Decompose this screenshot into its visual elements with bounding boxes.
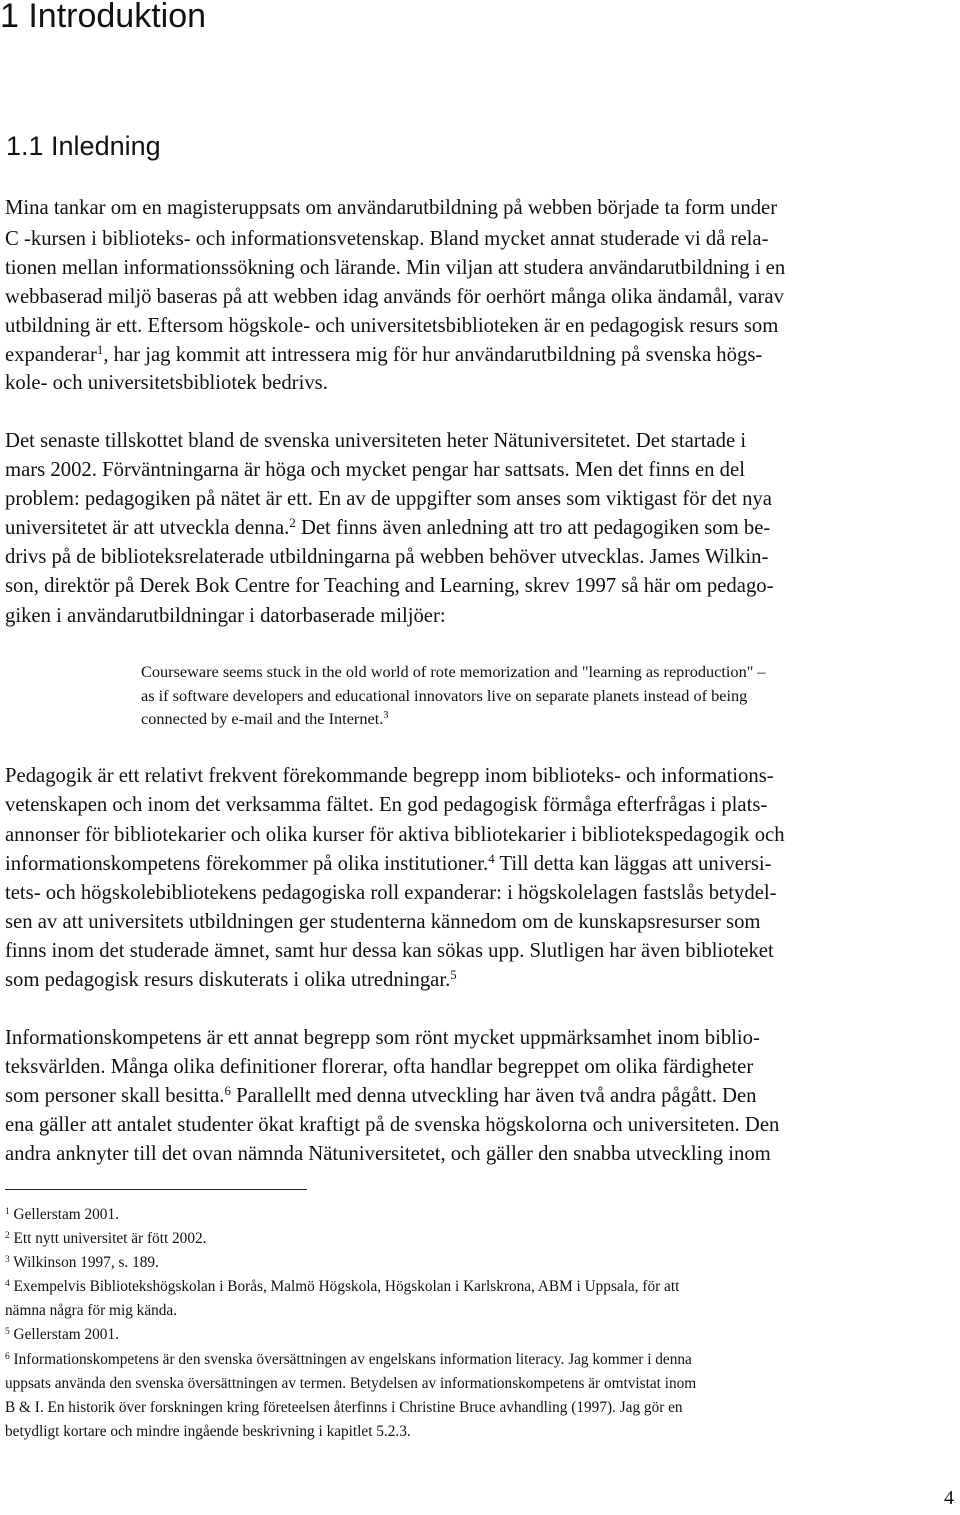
body-text-line: sen av att universitets utbildningen ger studenterna kännedom om de kunskapsresurser som [5, 911, 761, 933]
body-text-line: finns inom det studerade ämnet, samt hur dessa kan sökas upp. Slutligen har även biblioteket [5, 940, 774, 962]
footnote-reference: 4 [5, 1278, 10, 1289]
footnote-reference: 1 [96, 342, 104, 357]
body-text-line: expanderar$^1$, har jag kommit att intressera mig för hur användarutbildning på svenska högs- [5, 342, 763, 366]
footnote-reference: 1 [5, 1206, 10, 1217]
blockquote-line: Courseware seems stuck in the old world of rote memorization and "learning as reproduction" – [141, 662, 766, 681]
footnote-reference: 5 [450, 967, 457, 982]
body-text-line: Informationskompetens är ett annat begrepp som rönt mycket uppmärksamhet inom biblio- [5, 1027, 760, 1049]
body-text-line: Mina tankar om en magisteruppsats om användarutbildning på webben började ta form under [5, 197, 778, 219]
footnote-continuation: B & I. En historik över forskningen kring företeelsen återfinns i Christine Bruce avhandling (1997). Jag gör en [5, 1399, 683, 1416]
chapter-heading: 1 Introduktion [0, 0, 207, 35]
body-text-line: tets- och högskolebibliotekens pedagogiska roll expanderar: i högskolelagen fastslås betydel- [5, 882, 777, 904]
body-text-line: son, direktör på Derek Bok Centre for Teaching and Learning, skrev 1997 så här om pedago- [5, 575, 774, 597]
body-text-line: som pedagogisk resurs diskuterats i olika utredningar.$^5$ [5, 967, 457, 991]
body-text-line: utbildning är ett. Eftersom högskole- och universitetsbiblioteken är en pedagogisk resurs som [5, 315, 779, 337]
footnote-reference: 6 [224, 1083, 231, 1098]
body-text-line: tionen mellan informationssökning och lärande. Min viljan att studera användarutbildning i en [5, 257, 786, 279]
footnote: $^3$ Wilkinson 1997, s. 189. [5, 1254, 159, 1271]
body-text-line: Det senaste tillskottet bland de svenska universiteten heter Nätuniversitetet. Det startade i [5, 430, 747, 452]
footnote-reference: 5 [5, 1326, 10, 1337]
footnote-continuation: betydligt kortare och mindre ingående beskrivning i kapitlet 5.2.3. [5, 1423, 411, 1440]
footnote-reference: 3 [383, 710, 389, 722]
body-text-line: universitetet är att utveckla denna.$^2$ Det finns även anledning att tro att pedagogiken som be- [5, 515, 771, 539]
body-text-line: informationskompetens förekommer på olika institutioner.$^4$ Till detta kan läggas att universi- [5, 851, 772, 875]
footnote-separator [5, 1189, 307, 1190]
body-text-line: annonser för bibliotekarier och olika kurser för aktiva bibliotekarier i bibliotekspedagogik och [5, 824, 785, 846]
body-text-line: som personer skall besitta.$^6$ Parallellt med denna utveckling har även två andra pågått. Den [5, 1083, 757, 1107]
footnote-reference: 6 [5, 1351, 10, 1362]
footnote: $^4$ Exempelvis Bibliotekshögskolan i Borås, Malmö Högskola, Högskolan i Karlskrona, ABM i Uppsala, för att [5, 1278, 680, 1295]
footnote: $^5$ Gellerstam 2001. [5, 1326, 119, 1343]
footnote-continuation: nämna några för mig kända. [5, 1302, 178, 1319]
body-text-line: kole- och universitetsbibliotek bedrivs. [5, 372, 328, 394]
body-text-line: mars 2002. Förväntningarna är höga och mycket pengar har sattsats. Men det finns en del [5, 459, 745, 481]
footnote: $^1$ Gellerstam 2001. [5, 1206, 119, 1223]
body-text-line: webbaserad miljö baseras på att webben idag används för oerhört många olika ändamål, varav [5, 286, 784, 308]
footnote-reference: 2 [289, 515, 296, 530]
blockquote-line: connected by e-mail and the Internet.$^3$ [141, 709, 389, 728]
body-text-line: drivs på de biblioteksrelaterade utbildningarna på webben behöver utvecklas. James Wilkin- [5, 546, 769, 568]
body-text-line: ena gäller att antalet studenter ökat kraftigt på de svenska högskolorna och universiteten. Den [5, 1114, 780, 1136]
page-number: 4 [944, 1487, 954, 1509]
body-text-line: teksvärlden. Många olika definitioner florerar, ofta handlar begreppet om olika färdigheter [5, 1056, 754, 1078]
footnote-continuation: uppsats använda den svenska översättningen av termen. Betydelsen av informationskompetens är omtvistat inom [5, 1375, 697, 1392]
body-text-line: giken i användarutbildningar i datorbaserade miljöer: [5, 605, 446, 627]
footnote: $^2$ Ett nytt universitet är fött 2002. [5, 1230, 207, 1247]
body-text-line: Pedagogik är ett relativt frekvent förekommande begrepp inom biblioteks- och informations- [5, 765, 774, 787]
body-text-line: C -kursen i biblioteks- och informationsvetenskap. Bland mycket annat studerade vi då rela- [5, 228, 769, 250]
blockquote-line: as if software developers and educational innovators live on separate planets instead of being [141, 686, 748, 705]
footnote: $^6$ Informationskompetens är den svenska översättningen av engelskans information literacy. Jag kommer i denna [5, 1351, 692, 1368]
footnote-reference: 2 [5, 1230, 10, 1241]
body-text-line: problem: pedagogiken på nätet är ett. En av de uppgifter som anses som viktigast för det nya [5, 488, 772, 510]
footnote-reference: 4 [488, 851, 495, 866]
body-text-line: vetenskapen och inom det verksamma fältet. En god pedagogisk förmåga efterfrågas i plats- [5, 794, 768, 816]
body-text-line: andra anknyter till det ovan nämnda Nätuniversitetet, och gäller den snabba utveckling inom [5, 1143, 771, 1165]
section-heading: 1.1 Inledning [6, 131, 161, 161]
footnote-reference: 3 [5, 1254, 10, 1265]
